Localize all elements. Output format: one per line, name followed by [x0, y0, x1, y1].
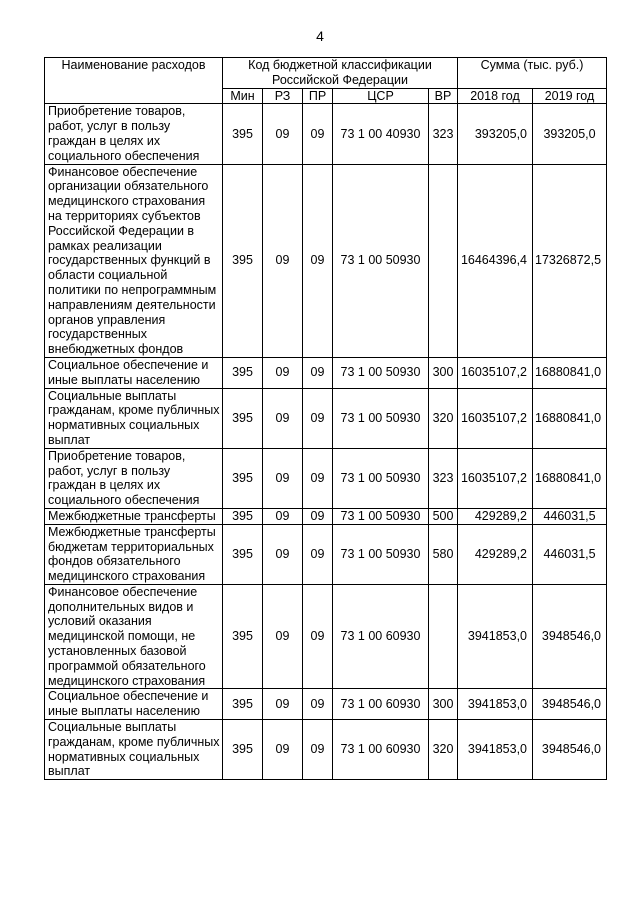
cell-2018: 16035107,2	[458, 448, 533, 508]
cell-csr: 73 1 00 50930	[333, 388, 429, 448]
cell-2019: 446031,5	[533, 524, 607, 584]
table-row	[45, 524, 607, 584]
cell-2019: 16880841,0	[533, 357, 607, 388]
cell-name: Приобретение товаров, работ, услуг в пользу граждан в целях их социального обеспечения	[45, 448, 223, 508]
cell-min: 395	[223, 584, 263, 689]
cell-rz: 09	[263, 164, 303, 357]
cell-vr: 323	[429, 104, 458, 164]
cell-2018: 16035107,2	[458, 388, 533, 448]
header-row-top	[45, 58, 607, 89]
cell-rz: 09	[263, 524, 303, 584]
cell-pr: 09	[303, 508, 333, 524]
cell-2018: 16035107,2	[458, 357, 533, 388]
cell-pr: 09	[303, 357, 333, 388]
cell-min: 395	[223, 524, 263, 584]
cell-rz: 09	[263, 689, 303, 720]
cell-vr: 580	[429, 524, 458, 584]
cell-pr: 09	[303, 524, 333, 584]
cell-2018: 393205,0	[458, 104, 533, 164]
cell-pr: 09	[303, 584, 333, 689]
cell-2019: 393205,0	[533, 104, 607, 164]
table-row	[45, 584, 607, 689]
table-row	[45, 448, 607, 508]
cell-vr: 300	[429, 689, 458, 720]
cell-name: Приобретение товаров, работ, услуг в пользу граждан в целях их социального обеспечения	[45, 104, 223, 164]
table-row	[45, 689, 607, 720]
cell-2019: 16880841,0	[533, 388, 607, 448]
cell-rz: 09	[263, 104, 303, 164]
cell-2018: 3941853,0	[458, 689, 533, 720]
cell-pr: 09	[303, 164, 333, 357]
cell-name: Социальные выплаты гражданам, кроме публичных нормативных социальных выплат	[45, 388, 223, 448]
header-csr: ЦСР	[333, 88, 429, 104]
cell-rz: 09	[263, 448, 303, 508]
cell-min: 395	[223, 388, 263, 448]
cell-csr: 73 1 00 50930	[333, 508, 429, 524]
table-row	[45, 388, 607, 448]
header-code-group: Код бюджетной классификации Российской Федерации	[223, 58, 458, 89]
cell-name: Межбюджетные трансферты бюджетам территориальных фондов обязательного медицинского страхования	[45, 524, 223, 584]
header-pr: ПР	[303, 88, 333, 104]
table-row	[45, 357, 607, 388]
table-row	[45, 164, 607, 357]
cell-min: 395	[223, 104, 263, 164]
table-row	[45, 508, 607, 524]
cell-2019: 3948546,0	[533, 689, 607, 720]
cell-name: Социальные выплаты гражданам, кроме публичных нормативных социальных выплат	[45, 720, 223, 780]
cell-csr: 73 1 00 50930	[333, 357, 429, 388]
cell-pr: 09	[303, 104, 333, 164]
cell-pr: 09	[303, 388, 333, 448]
cell-vr: 323	[429, 448, 458, 508]
cell-name: Социальное обеспечение и иные выплаты населению	[45, 689, 223, 720]
page-number: 4	[316, 28, 324, 44]
cell-vr: 500	[429, 508, 458, 524]
cell-vr: 320	[429, 720, 458, 780]
table-row	[45, 720, 607, 780]
cell-csr: 73 1 00 50930	[333, 524, 429, 584]
cell-rz: 09	[263, 584, 303, 689]
cell-name: Социальное обеспечение и иные выплаты населению	[45, 357, 223, 388]
cell-name: Финансовое обеспечение организации обязательного медицинского страхования на территориях субъектов Российской Федерации в рамках реализации государственных функций в области социальной политики по непрограммным направлениям деятельности органов управления государственных внебюджетных фондов	[45, 164, 223, 357]
header-name: Наименование расходов	[45, 58, 223, 104]
cell-2019: 16880841,0	[533, 448, 607, 508]
header-min: Мин	[223, 88, 263, 104]
header-sum-group: Сумма (тыс. руб.)	[458, 58, 607, 89]
cell-2018: 3941853,0	[458, 720, 533, 780]
cell-2018: 3941853,0	[458, 584, 533, 689]
cell-2018: 429289,2	[458, 524, 533, 584]
cell-vr: 300	[429, 357, 458, 388]
cell-csr: 73 1 00 50930	[333, 448, 429, 508]
cell-name: Финансовое обеспечение дополнительных видов и условий оказания медицинской помощи, не установленных базовой программой обязательного медицинского страхования	[45, 584, 223, 689]
header-2018: 2018 год	[458, 88, 533, 104]
cell-csr: 73 1 00 60930	[333, 720, 429, 780]
cell-2018: 16464396,4	[458, 164, 533, 357]
cell-rz: 09	[263, 357, 303, 388]
cell-2019: 3948546,0	[533, 720, 607, 780]
cell-pr: 09	[303, 448, 333, 508]
cell-min: 395	[223, 508, 263, 524]
cell-rz: 09	[263, 508, 303, 524]
table-row	[45, 104, 607, 164]
cell-csr: 73 1 00 40930	[333, 104, 429, 164]
cell-min: 395	[223, 720, 263, 780]
cell-rz: 09	[263, 388, 303, 448]
cell-csr: 73 1 00 50930	[333, 164, 429, 357]
cell-name: Межбюджетные трансферты	[45, 508, 223, 524]
header-rz: РЗ	[263, 88, 303, 104]
header-2019: 2019 год	[533, 88, 607, 104]
header-vr: ВР	[429, 88, 458, 104]
cell-vr: 320	[429, 388, 458, 448]
cell-csr: 73 1 00 60930	[333, 689, 429, 720]
cell-min: 395	[223, 689, 263, 720]
cell-vr	[429, 584, 458, 689]
cell-2018: 429289,2	[458, 508, 533, 524]
cell-min: 395	[223, 164, 263, 357]
cell-2019: 3948546,0	[533, 584, 607, 689]
cell-pr: 09	[303, 689, 333, 720]
cell-rz: 09	[263, 720, 303, 780]
cell-pr: 09	[303, 720, 333, 780]
cell-min: 395	[223, 357, 263, 388]
budget-table	[44, 57, 607, 780]
cell-min: 395	[223, 448, 263, 508]
cell-csr: 73 1 00 60930	[333, 584, 429, 689]
cell-2019: 17326872,5	[533, 164, 607, 357]
cell-2019: 446031,5	[533, 508, 607, 524]
cell-vr	[429, 164, 458, 357]
